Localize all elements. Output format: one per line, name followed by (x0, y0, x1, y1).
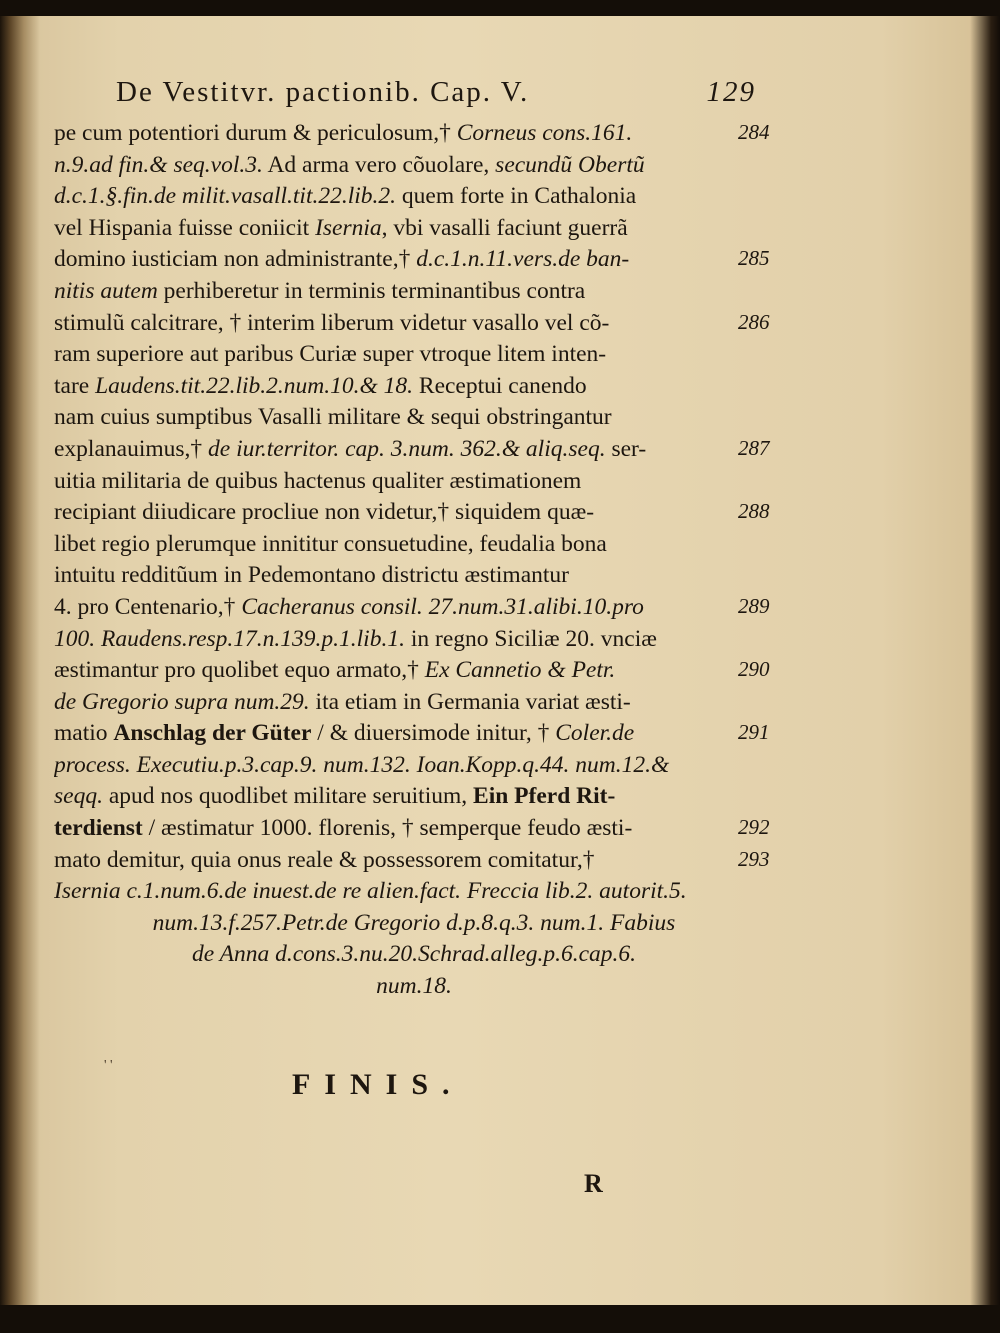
text-segment: apud nos quodlibet militare seruitium, (102, 783, 474, 810)
text-segment: ram superiore aut paribus Curiæ super vtroque litem inten- (54, 341, 607, 368)
text-line (54, 781, 774, 813)
text-line (54, 687, 774, 719)
text-line (54, 402, 774, 434)
margin-number: 288 (738, 499, 770, 524)
italic-citation: de Gregorio supra num.29. (54, 688, 310, 715)
signature-mark: R (584, 1169, 603, 1198)
text-segment: in regno Siciliæ 20. vnciæ (404, 625, 657, 652)
text-segment: uitia militaria de quibus hactenus qualiter æstimationem (54, 467, 582, 494)
italic-citation: n.9.ad fin.& seq.vol.3. (54, 151, 263, 178)
text-line (54, 718, 774, 750)
page-number: 129 (706, 76, 756, 108)
italic-citation: Isernia c.1.num.6.de inuest.de re alien.fact. Freccia lib.2. autorit.5. (54, 878, 687, 905)
scan-border-top (0, 0, 1000, 16)
text-segment: perhiberetur in terminis terminantibus contra (157, 277, 586, 304)
fraktur-phrase: Ein Pferd Rit- (473, 783, 616, 810)
stray-marks: ' ' (104, 1058, 113, 1073)
margin-number: 293 (738, 846, 770, 871)
finis-label: FINIS. (292, 1068, 464, 1101)
page-edge-right (970, 0, 1000, 1333)
italic-citation: Laudens.tit.22.lib.2.num.10.& 18. (95, 372, 414, 399)
text-segment: Receptui canendo (413, 372, 587, 399)
text-line (54, 308, 774, 340)
margin-number: 291 (738, 720, 770, 745)
italic-citation: Corneus cons.161. (456, 120, 633, 146)
text-line (54, 592, 774, 624)
margin-number: 286 (738, 309, 770, 334)
italic-citation: seqq. (54, 783, 103, 810)
text-line (54, 624, 774, 656)
text-segment: tare (54, 372, 96, 399)
text-segment: ita etiam in Germania variat æsti- (309, 688, 631, 715)
text-segment: 4. pro Centenario,† (54, 593, 242, 620)
text-segment: domino iusticiam non administrante,† (54, 246, 417, 273)
italic-citation: Cacheranus consil. 27.num.31.alibi.10.pro (241, 593, 644, 620)
text-line (54, 213, 774, 245)
text-line (54, 371, 774, 403)
italic-citation: Isernia (315, 214, 382, 241)
italic-citation: d.c.1.n.11.vers.de ban- (416, 246, 630, 273)
margin-number: 284 (738, 120, 770, 144)
text-segment: mato demitur, quia onus reale & possessorem comitatur,† (54, 846, 595, 873)
text-line (54, 655, 774, 687)
italic-citation: nitis autem (54, 277, 158, 304)
text-segment: , vbi vasalli faciunt guerrã (381, 214, 628, 241)
text-line (54, 497, 774, 529)
italic-citation: secundũ Obertũ (495, 151, 645, 178)
italic-citation: de iur.territor. cap. 3.num. 362.& aliq.seq. (208, 435, 606, 462)
italic-citation: de Anna d.cons.3.nu.20.Schrad.alleg.p.6.cap.6. (191, 941, 637, 968)
text-line (54, 244, 774, 276)
text-line (54, 118, 774, 150)
text-line (54, 908, 774, 940)
text-line (54, 339, 774, 371)
text-line (54, 466, 774, 498)
running-header (116, 76, 756, 116)
text-line (54, 181, 774, 213)
text-segment: Ad arma vero cõuolare, (262, 151, 496, 178)
italic-citation: process. Executiu.p.3.cap.9. num.132. Ioan.Kopp.q.44. num.12.& (54, 751, 670, 778)
text-line (54, 150, 774, 182)
text-segment: recipiant diiudicare procliue non videtur,† siquidem quæ- (54, 499, 595, 526)
text-segment: / æstimatur 1000. florenis, † semperque feudo æsti- (142, 815, 633, 842)
italic-citation: Coler.de (555, 720, 635, 747)
main-text-block (54, 118, 774, 1003)
text-line (54, 813, 774, 845)
text-line (54, 276, 774, 308)
text-line (54, 434, 774, 466)
fraktur-phrase: terdienst (54, 815, 143, 842)
text-segment: æstimantur pro quolibet equo armato,† (54, 657, 425, 684)
margin-number: 289 (738, 594, 770, 618)
text-segment: nam cuius sumptibus Vasalli militare & sequi obstringantur (54, 404, 612, 431)
text-line (54, 971, 774, 1003)
text-segment: stimulũ calcitrare, † interim liberum videtur vasallo vel cõ- (54, 309, 610, 336)
text-segment: intuitu redditũum in Pedemontano districtu æstimantur (54, 562, 569, 589)
text-segment: explanauimus,† (54, 435, 209, 462)
margin-number: 290 (738, 657, 770, 682)
margin-number: 285 (738, 246, 770, 271)
italic-citation: num.18. (376, 973, 452, 1000)
text-line (54, 750, 774, 782)
margin-number: 287 (738, 436, 770, 460)
text-segment: vel Hispania fuisse coniicit (54, 214, 316, 241)
text-line (54, 876, 774, 908)
scan-border-bottom (0, 1305, 1000, 1333)
text-line (54, 560, 774, 592)
text-line (54, 529, 774, 561)
italic-citation: 100. Raudens.resp.17.n.139.p.1.lib.1. (54, 625, 405, 652)
italic-citation: Ex Cannetio & Petr. (424, 657, 616, 684)
text-segment: matio (54, 720, 114, 747)
margin-number: 292 (738, 815, 770, 840)
text-segment: libet regio plerumque innititur consuetudine, feudalia bona (54, 530, 607, 557)
text-line (54, 939, 774, 971)
text-segment: ser- (605, 435, 647, 462)
running-title: De Vestitvr. pactionib. Cap. V. (116, 76, 530, 108)
italic-citation: d.c.1.§.fin.de milit.vasall.tit.22.lib.2. (54, 183, 397, 210)
text-line (54, 845, 774, 877)
text-segment: quem forte in Cathalonia (396, 183, 637, 210)
fraktur-phrase: Anschlag der Güter (113, 720, 312, 747)
text-segment: pe cum potentiori durum & periculosum,† (54, 120, 457, 146)
italic-citation: num.13.f.257.Petr.de Gregorio d.p.8.q.3. num.1. Fabius (152, 909, 676, 936)
text-segment: / & diuersimode initur, † (311, 720, 556, 747)
book-spine-shadow (0, 0, 40, 1333)
